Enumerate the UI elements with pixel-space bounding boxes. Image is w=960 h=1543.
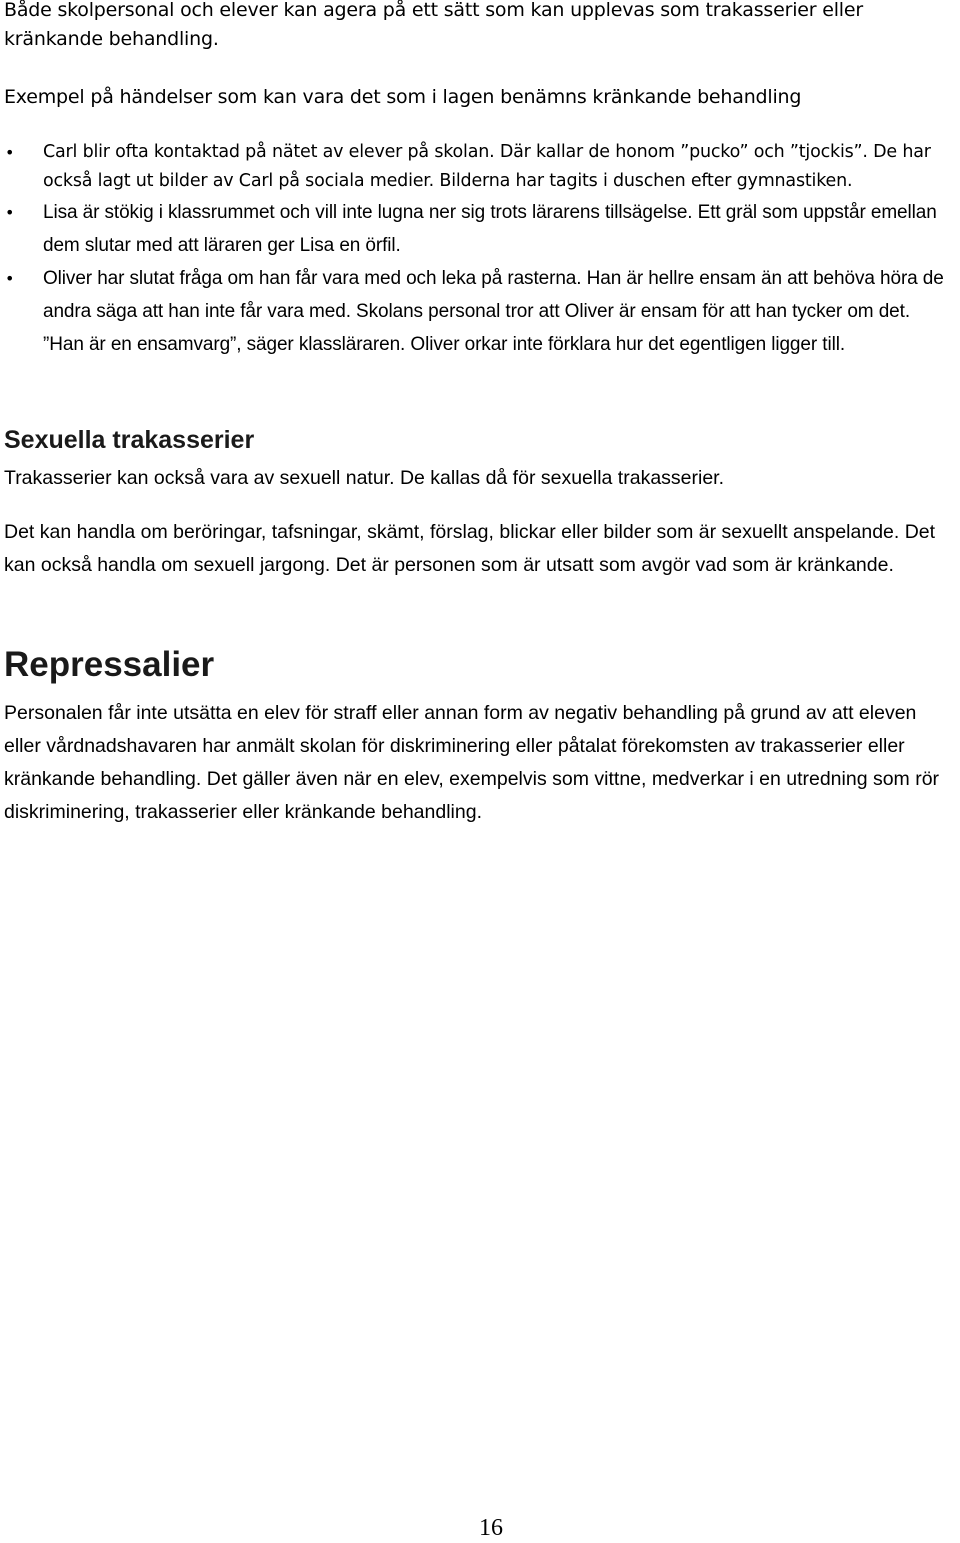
bullet-icon: • xyxy=(5,203,15,222)
bullet-icon: • xyxy=(5,143,15,162)
intro-paragraph: Både skolpersonal och elever kan agera på ett sätt som kan upplevas som trakasserier eller kränkande behandling. xyxy=(4,0,863,50)
bullet-icon: • xyxy=(5,269,15,288)
list-item xyxy=(0,138,954,196)
sexual-harassment-paragraph-2: Det kan handla om beröringar, tafsningar, skämt, förslag, blickar eller bilder som är sexuellt anspelande. Det kan också handla om sexuell jargong. Det är personen som är utsatt som avgör vad som är kränkande. xyxy=(4,521,936,576)
example-list xyxy=(0,138,954,361)
page-number: 16 xyxy=(479,1515,503,1541)
section-heading-sexual-harassment: Sexuella trakasserier xyxy=(4,426,255,454)
reprisals-paragraph: Personalen får inte utsätta en elev för straff eller annan form av negativ behandling på grund av att eleven eller vårdnadshavaren har anmält skolan för diskriminering eller påtalat förekomsten av trakasserier eller kränkande behandling. Det gäller även när en elev, exempelvis som vittne, medverkar i en utredning som rör diskriminering, trakasserier eller kränkande behandling. xyxy=(4,702,940,823)
list-item-text: Oliver har slutat fråga om han får vara med och leka på rasterna. Han är hellre ensam än att behöva höra de andra säga att han inte får vara med. Skolans personal tror att Oliver är ensam för att han tycker om det. ”Han är en ensamvarg”, säger klassläraren. Oliver orkar inte förklara hur det egentligen ligger till. xyxy=(43,268,944,355)
section-heading-reprisals: Repressalier xyxy=(4,645,215,684)
list-item-text: Carl blir ofta kontaktad på nätet av elever på skolan. Där kallar de honom ”pucko” och ”tjockis”. De har också lagt ut bilder av Carl på sociala medier. Bilderna har tagits i duschen efter gymnastiken. xyxy=(43,142,931,191)
list-item-text: Lisa är stökig i klassrummet och vill inte lugna ner sig trots lärarens tillsägelse. Ett gräl som uppstår emellan dem slutar med att läraren ger Lisa en örfil. xyxy=(43,202,937,256)
examples-heading: Exempel på händelser som kan vara det som i lagen benämns kränkande behandling xyxy=(4,86,802,108)
list-item xyxy=(0,196,954,262)
list-item xyxy=(0,262,954,361)
sexual-harassment-paragraph-1: Trakasserier kan också vara av sexuell natur. De kallas då för sexuella trakasserier. xyxy=(4,467,725,489)
